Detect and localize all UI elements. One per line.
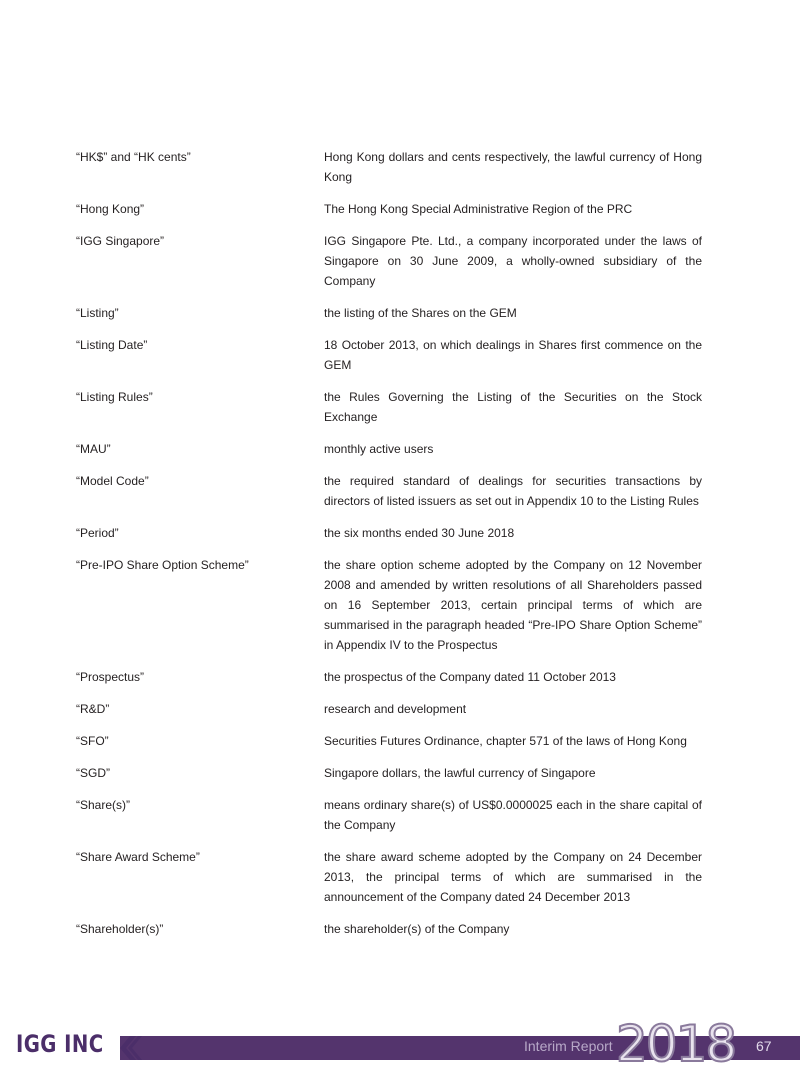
definition-row (76, 471, 702, 511)
definition-row (76, 919, 702, 939)
definition-row (76, 387, 702, 427)
definition-row (76, 439, 702, 459)
definition-text: means ordinary share(s) of US$0.0000025 each in the share capital of the Company (324, 798, 702, 832)
definition-row (76, 231, 702, 291)
definition-text: the Rules Governing the Listing of the Securities on the Stock Exchange (324, 390, 702, 424)
definition-term: “SGD” (76, 766, 110, 780)
definition-term: “Listing” (76, 306, 119, 320)
definition-text: The Hong Kong Special Administrative Region of the PRC (324, 202, 633, 216)
definition-row (76, 731, 702, 751)
definition-term: “Prospectus” (76, 670, 145, 684)
page-number: 67 (756, 1038, 772, 1054)
definition-text: Hong Kong dollars and cents respectively, the lawful currency of Hong Kong (324, 150, 702, 184)
definition-term: “Listing Rules” (76, 390, 153, 404)
definition-text: the prospectus of the Company dated 11 October 2013 (324, 670, 616, 684)
definition-text: the six months ended 30 June 2018 (324, 526, 515, 540)
definition-term: “Shareholder(s)” (76, 922, 164, 936)
definition-term: “SFO” (76, 734, 109, 748)
definition-term: “MAU” (76, 442, 111, 456)
definition-row (76, 847, 702, 907)
definition-term: “HK$” and “HK cents” (76, 150, 191, 164)
definition-term: “Pre-IPO Share Option Scheme” (76, 558, 249, 572)
company-logo: IGG INC (16, 1030, 104, 1058)
definition-text: the required standard of dealings for securities transactions by directors of listed issuers as set out in Appendix 10 to the Listing Rules (324, 474, 702, 508)
definition-text: the shareholder(s) of the Company (324, 922, 510, 936)
definition-text: monthly active users (324, 442, 434, 456)
definition-row (76, 303, 702, 323)
page-footer (0, 1015, 800, 1085)
definition-term: “IGG Singapore” (76, 234, 165, 248)
definition-text: 18 October 2013, on which dealings in Shares first commence on the GEM (324, 338, 702, 372)
definition-term: “Listing Date” (76, 338, 148, 352)
definition-text: Singapore dollars, the lawful currency of Singapore (324, 766, 596, 780)
definition-row (76, 667, 702, 687)
definition-term: “Share Award Scheme” (76, 850, 200, 864)
definition-row (76, 147, 702, 187)
definition-row (76, 763, 702, 783)
definition-term: “Model Code” (76, 474, 149, 488)
double-chevron-left-icon (114, 1034, 142, 1062)
definition-row (76, 795, 702, 835)
definition-row (76, 335, 702, 375)
definition-text: the listing of the Shares on the GEM (324, 306, 517, 320)
definition-text: the share option scheme adopted by the Company on 12 November 2008 and amended by written resolutions of all Shareholders passed on 16 September 2013, certain principal terms of which are summarised in the paragraph headed “Pre-IPO Share Option Scheme” in Appendix IV to the Prospectus (324, 558, 702, 652)
definition-row (76, 199, 702, 219)
definition-row (76, 699, 702, 719)
definition-term: “Share(s)” (76, 798, 131, 812)
report-year: 2018 (616, 1015, 736, 1073)
definition-text: Securities Futures Ordinance, chapter 571 of the laws of Hong Kong (324, 734, 687, 748)
definitions-list (76, 147, 702, 951)
definition-term: “Period” (76, 526, 119, 540)
report-label: Interim Report (524, 1038, 613, 1054)
definition-row (76, 523, 702, 543)
definition-row (76, 555, 702, 655)
definition-term: “Hong Kong” (76, 202, 145, 216)
definition-text: the share award scheme adopted by the Company on 24 December 2013, the principal terms of which are summarised in the announcement of the Company dated 24 December 2013 (324, 850, 702, 904)
definition-text: research and development (324, 702, 467, 716)
definition-term: “R&D” (76, 702, 110, 716)
definition-text: IGG Singapore Pte. Ltd., a company incorporated under the laws of Singapore on 30 June 2009, a wholly-owned subsidiary of the Company (324, 234, 702, 288)
